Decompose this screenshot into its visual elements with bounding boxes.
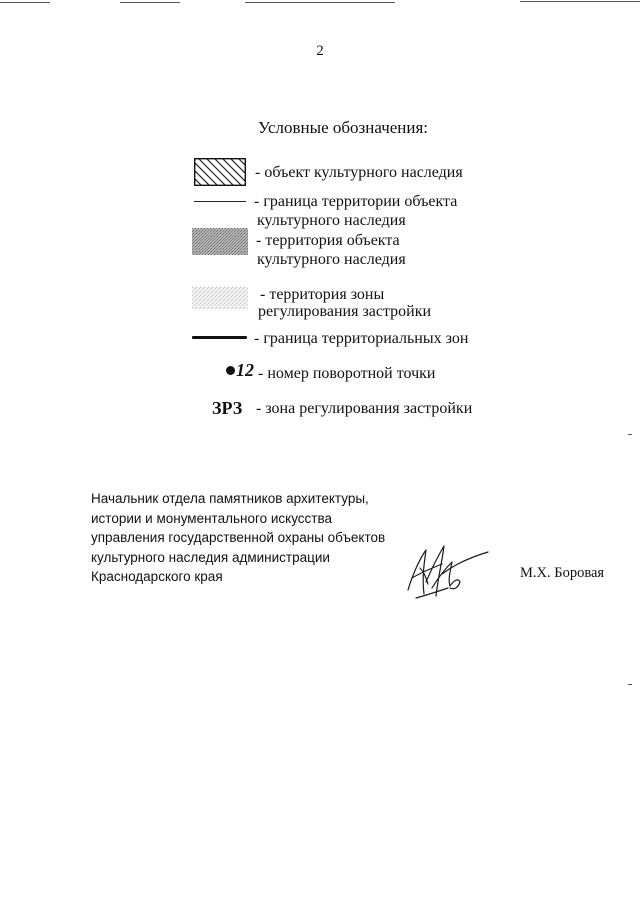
hatched-box-icon xyxy=(194,158,246,186)
scan-margin-mark xyxy=(628,684,632,685)
gray-dense-box-icon xyxy=(192,228,248,255)
signatory-name: М.Х. Боровая xyxy=(520,565,605,581)
signatory-position-line: управления государственной охраны объектов xyxy=(91,530,386,546)
legend-item-territory-boundary-l2: культурного наследия xyxy=(257,212,406,229)
legend-item-cultural-object: - объект культурного наследия xyxy=(255,164,463,181)
scan-edge xyxy=(0,0,640,6)
thick-line-icon xyxy=(192,336,247,339)
gray-light-box-icon xyxy=(192,287,248,309)
signatory-position-line: истории и монументального искусства xyxy=(91,510,333,526)
legend-item-zone-boundary: - граница территориальных зон xyxy=(254,330,469,347)
handwritten-signature xyxy=(402,538,492,604)
scan-margin-mark xyxy=(628,434,632,435)
signatory-position-line: Краснодарского края xyxy=(91,569,223,585)
zone-abbreviation: ЗРЗ xyxy=(212,398,243,418)
legend-item-cultural-territory-l2: культурного наследия xyxy=(257,251,406,268)
point-marker-icon xyxy=(226,366,235,375)
point-number-label: 12 xyxy=(236,360,254,380)
legend-item-cultural-territory-l1: - территория объекта xyxy=(256,232,400,249)
legend-item-regulation-zone-l1: - территория зоны xyxy=(260,286,385,303)
legend-item-turning-point: - номер поворотной точки xyxy=(258,365,436,382)
legend-item-regulation-zone-l2: регулирования застройки xyxy=(258,303,432,320)
page-number: 2 xyxy=(316,43,324,59)
signatory-position-line: культурного наследия администрации xyxy=(91,549,330,565)
legend-item-territory-boundary-l1: - граница территории объекта xyxy=(254,193,458,210)
legend-item-regulation-zone-abbr: - зона регулирования застройки xyxy=(256,400,473,417)
signatory-position-line: Начальник отдела памятников архитектуры, xyxy=(91,491,369,506)
thin-line-icon xyxy=(194,201,246,202)
signatory-position xyxy=(91,489,385,587)
legend-title: Условные обозначения: xyxy=(258,118,429,137)
